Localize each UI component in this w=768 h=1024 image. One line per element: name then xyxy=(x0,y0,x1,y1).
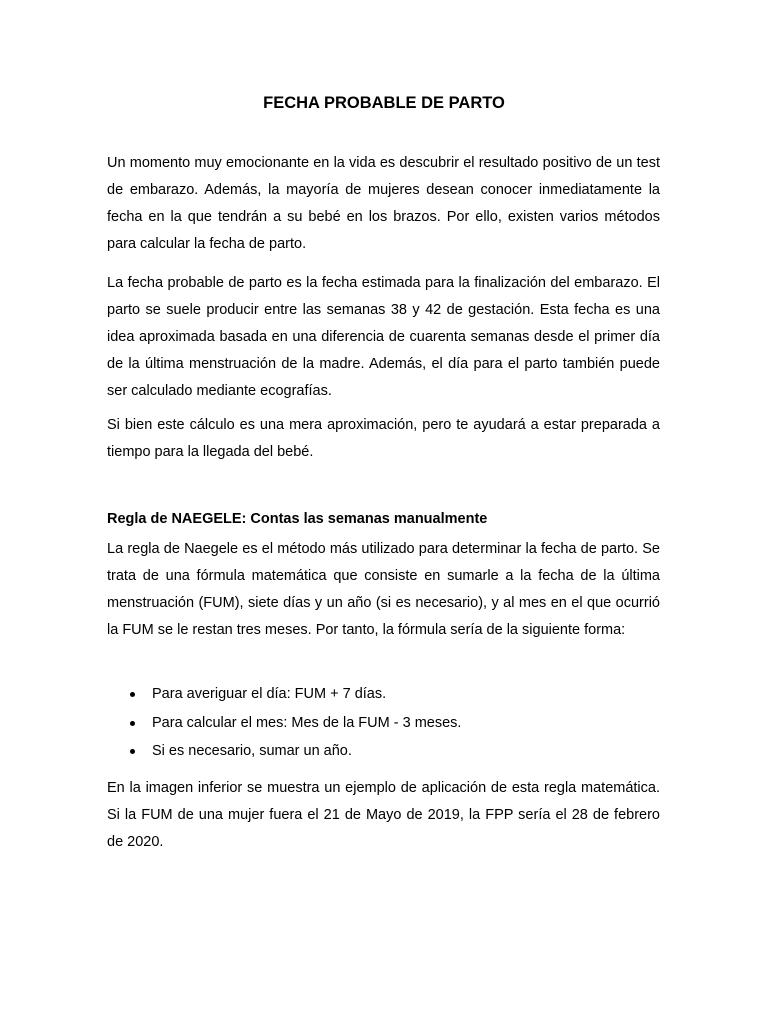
bullet-item xyxy=(107,680,660,709)
bullet-item xyxy=(107,709,660,738)
bullet-item xyxy=(107,737,660,766)
section-paragraph: La regla de Naegele es el método más utilizado para determinar la fecha de parto. Se trata de una fórmula matemática que consiste en sumarle a la fecha de la última menstruación (FUM), siete días y un año (si es necesario), y al mes en el que ocurrió la FUM se le restan tres meses. Por tanto, la fórmula sería de la siguiente forma: xyxy=(107,541,660,638)
bullet-text: Para calcular el mes: Mes de la FUM - 3 meses. xyxy=(152,714,462,731)
section-heading: Regla de NAEGELE: Contas las semanas manualmente xyxy=(107,511,488,527)
bullet-text: Para averiguar el día: FUM + 7 días. xyxy=(152,686,387,702)
intro-paragraph-3: Si bien este cálculo es una mera aproximación, pero te ayudará a estar preparada a tiempo para la llegada del bebé. xyxy=(107,417,660,460)
bullet-list xyxy=(107,680,660,766)
bullet-text: Si es necesario, sumar un año. xyxy=(152,743,352,759)
intro-paragraph-1: Un momento muy emocionante en la vida es descubrir el resultado positivo de un test de embarazo. Además, la mayoría de mujeres desean conocer inmediatamente la fecha en la que tendrán a su bebé en los brazos. Por ello, existen varios métodos para calcular la fecha de parto. xyxy=(107,155,660,252)
document-title: FECHA PROBABLE DE PARTO xyxy=(263,94,505,112)
bullet-icon xyxy=(130,749,135,754)
closing-paragraph: En la imagen inferior se muestra un ejemplo de aplicación de esta regla matemática. Si la FUM de una mujer fuera el 21 de Mayo de 2019, la FPP sería el 28 de febrero de 2020. xyxy=(107,780,660,850)
bullet-icon xyxy=(130,692,135,697)
bullet-icon xyxy=(130,721,135,726)
intro-paragraph-2: La fecha probable de parto es la fecha estimada para la finalización del embarazo. El parto se suele producir entre las semanas 38 y 42 de gestación. Esta fecha es una idea aproximada basada en una diferencia de cuarenta semanas desde el primer día de la última menstruación de la madre. Además, el día para el parto también puede ser calculado mediante ecografías. xyxy=(107,275,660,399)
